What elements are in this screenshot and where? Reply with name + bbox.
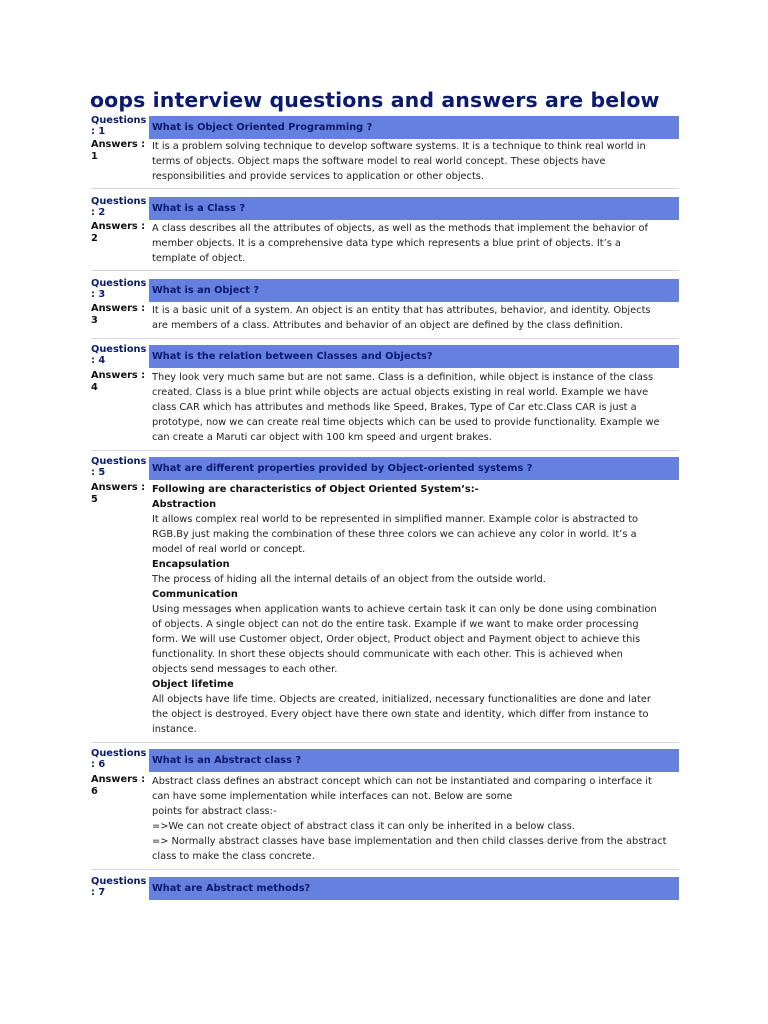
question-heading: What is Object Oriented Programming ?: [149, 116, 679, 139]
answer-line: of objects. A single object can not do the entire task. Example if we want to make order processing: [152, 619, 639, 630]
divider: [91, 188, 679, 189]
answer-label: Answers : 1: [91, 139, 146, 162]
question-heading: What are different properties provided by Object-oriented systems ?: [149, 457, 679, 480]
question-label: Questions : 3: [91, 278, 147, 300]
answer-line: Using messages when application wants to achieve certain task it can only be done using combination: [152, 604, 657, 615]
divider: [91, 450, 679, 451]
answer-line: the object is destroyed. Every object have there own state and identity, which differ from instance to: [152, 709, 649, 720]
question-heading: What is an Object ?: [149, 279, 679, 302]
answer-line: member objects. It is a comprehensive data type which represents a blue print of objects. It’s a: [152, 238, 621, 249]
answer-label: Answers : 3: [91, 303, 146, 326]
answer-body: [152, 303, 680, 333]
answer-line: It allows complex real world to be represented in simplified manner. Example color is abstracted to: [152, 514, 639, 525]
question-heading: What is an Abstract class ?: [149, 749, 679, 772]
divider: [91, 742, 679, 743]
divider: [91, 338, 679, 339]
answer-line: instance.: [152, 724, 197, 735]
question-label: Questions : 1: [91, 115, 147, 137]
answer-line: terms of objects. Object maps the software model to real world concept. These objects have: [152, 156, 606, 167]
subheading-communication: Communication: [152, 589, 238, 600]
question-heading: What are Abstract methods?: [149, 877, 679, 900]
question-heading: What is a Class ?: [149, 197, 679, 220]
subheading-abstraction: Abstraction: [152, 499, 217, 510]
answer-line: It is a problem solving technique to develop software systems. It is a technique to think real world in: [152, 141, 646, 152]
answer-line: class to make the class concrete.: [152, 851, 315, 862]
answer-line: can have some implementation while interfaces can not. Below are some: [152, 791, 513, 802]
question-heading: What is the relation between Classes and Objects?: [149, 345, 679, 368]
answer-body: [152, 774, 680, 864]
question-label: Questions : 4: [91, 344, 147, 366]
answer-line: functionality. In short these objects should communicate with each other. This is achieved when: [152, 649, 623, 660]
answer-line: They look very much same but are not same. Class is a definition, while object is instance of the class: [152, 372, 654, 383]
answer-line: are members of a class. Attributes and behavior of an object are defined by the class definition.: [152, 320, 624, 331]
question-label: Questions : 5: [91, 456, 147, 478]
answer-label: Answers : 4: [91, 370, 146, 393]
answer-body: [152, 370, 680, 445]
answer-line: objects send messages to each other.: [152, 664, 338, 675]
answer-line: responsibilities and provide services to application or other objects.: [152, 171, 485, 182]
answer-label: Answers : 5: [91, 482, 146, 505]
divider: [91, 869, 679, 870]
answer-body: [152, 139, 680, 184]
answer-line: points for abstract class:-: [152, 806, 277, 817]
answer-label: Answers : 2: [91, 221, 146, 244]
question-label: Questions : 6: [91, 748, 147, 770]
question-label: Questions : 7: [91, 876, 147, 898]
answer-line: can create a Maruti car object with 100 km speed and urgent brakes.: [152, 432, 492, 443]
answer-line: prototype, now we can create real time objects which can be used to provide functionality. Example we: [152, 417, 660, 428]
answer-line: template of object.: [152, 253, 246, 264]
subheading-object-lifetime: Object lifetime: [152, 679, 234, 690]
answer-line: form. We will use Customer object, Order object, Product object and Payment object to achieve this: [152, 634, 641, 645]
answer-line: A class describes all the attributes of objects, as well as the methods that implement the behavior of: [152, 223, 648, 234]
subheading-encapsulation: Encapsulation: [152, 559, 230, 570]
answer-intro: Following are characteristics of Object Oriented System’s:-: [152, 484, 479, 495]
answer-line: =>We can not create object of abstract class it can only be inherited in a below class.: [152, 821, 575, 832]
answer-line: => Normally abstract classes have base implementation and then child classes derive from the abstract: [152, 836, 667, 847]
answer-line: RGB.By just making the combination of these three colors we can achieve any color in world. It’s a: [152, 529, 637, 540]
page-title: oops interview questions and answers are below: [90, 88, 660, 112]
answer-line: model of real world or concept.: [152, 544, 306, 555]
question-label: Questions : 2: [91, 196, 147, 218]
answer-line: created. Class is a blue print while objects are actual objects existing in real world. Example we have: [152, 387, 649, 398]
answer-line: It is a basic unit of a system. An object is an entity that has attributes, behavior, and identity. Objects: [152, 305, 651, 316]
answer-line: All objects have life time. Objects are created, initialized, necessary functionalities are done and later: [152, 694, 651, 705]
divider: [91, 270, 679, 271]
answer-line: The process of hiding all the internal details of an object from the outside world.: [152, 574, 546, 585]
answer-body: [152, 482, 680, 737]
answer-line: class CAR which has attributes and methods like Speed, Brakes, Type of Car etc.Class CAR is just a: [152, 402, 637, 413]
answer-body: [152, 221, 680, 266]
answer-line: Abstract class defines an abstract concept which can not be instantiated and comparing o interface it: [152, 776, 652, 787]
answer-label: Answers : 6: [91, 774, 146, 797]
